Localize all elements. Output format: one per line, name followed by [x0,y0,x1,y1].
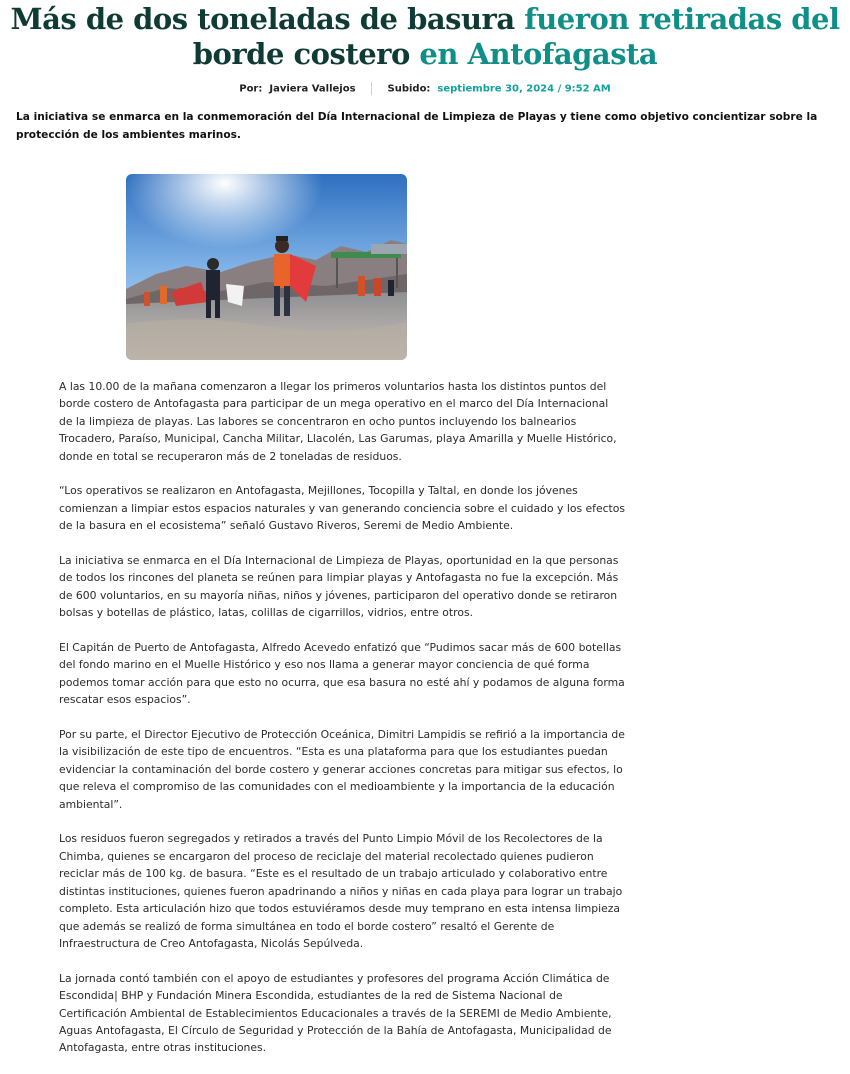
article-meta [0,82,850,95]
title-part-1: Más de dos toneladas de basura [10,2,525,36]
paragraph: A las 10.00 de la mañana comenzaron a llegar los primeros voluntarios hasta los distintos puntos del borde costero de Antofagasta para participar de un mega operativo en el marco del Día Internacional de la limpieza de playas. Las labores se concentraron en ocho puntos incluyendo los balnearios Trocadero, Paraíso, Municipal, Cancha Militar, Llacolén, Las Garumas, playa Amarilla y Muelle Histórico, donde en total se recuperaron más de 2 toneladas de residuos. [59,380,617,463]
article-photo [126,174,407,360]
article-body [59,378,625,1074]
title-part-4: en Antofagasta [419,37,658,71]
paragraph: El Capitán de Puerto de Antofagasta, Alfredo Acevedo enfatizó que “Pudimos sacar más de 600 botellas del fondo marino en el Muelle Histórico y eso nos llama a generar mayor conciencia de qué forma podemos tomar acción para que esto no ocurra, que esa basura no esté ahí y podamos de alguna forma rescatar esos espacios”. [59,641,625,707]
paragraph: Por su parte, el Director Ejecutivo de Protección Oceánica, Dimitri Lampidis se refirió a la importancia de la visibilización de este tipo de encuentros. “Esta es una plataforma para que los estudiantes puedan evidenciar la contaminación del borde costero y generar acciones concretas para mitigar sus efectos, lo que releva el compromiso de las comunidades con el medioambiente y la importancia de la educación ambiental”. [59,728,625,811]
paragraph: “Los operativos se realizaron en Antofagasta, Mejillones, Tocopilla y Taltal, en donde los jóvenes comienzan a limpiar estos espacios naturales y van generando conciencia sobre el cuidado y los efectos de la basura en el ecosistema” señaló Gustavo Riveros, Seremi de Medio Ambiente. [59,484,626,533]
uploaded-label: Subido: [387,83,431,95]
paragraph: La jornada contó también con el apoyo de estudiantes y profesores del programa Acción Climática de Escondida| BHP y Fundación Minera Escondida, estudiantes de la red de Sistema Nacional de Certificación Ambiental de Establecimientos Educacionales a través de la SEREMI de Medio Ambiente, Aguas Antofagasta, El Círculo de Seguridad y Protección de la Bahía de Antofagasta, Municipalidad de Antofagasta, entre otras instituciones. [59,971,612,1055]
paragraph: La iniciativa se enmarca en el Día Internacional de Limpieza de Playas, oportunidad en la que personas de todos los rincones del planeta se reúnen para limpiar playas y Antofagasta no fue la excepción. Más de 600 voluntarios, en su mayoría niñas, niños y jóvenes, participaron del operativo donde se retiraron bolsas y botellas de plástico, latas, colillas de cigarrillos, vidrios, entre otros. [59,554,619,620]
title-part-3: borde costero [192,37,420,71]
title-part-2: fueron retiradas del [524,2,840,36]
article-lead: La iniciativa se enmarca en la conmemoración del Día Internacional de Limpieza de Playas y tiene como objetivo concientizar sobre la protección de los ambientes marinos. [16,111,818,141]
uploaded-date: septiembre 30, 2024 / 9:52 AM [437,83,611,95]
meta-divider [371,82,372,95]
author-name[interactable]: Javiera Vallejos [269,83,356,95]
paragraph: Los residuos fueron segregados y retirados a través del Punto Limpio Móvil de los Recolectores de la Chimba, quienes se encargaron del proceso de reciclaje del material recolectado quienes pudieron reciclar más de 100 kg. de basura. “Este es el resultado de un trabajo articulado y colaborativo entre distintas instituciones, quienes fueron apadrinando a niños y niñas en cada playa para lograr un trabajo completo. Esta articulación hizo que todos estuviéramos desde muy temprano en esta intensa limpieza que además se realizó de forma simultánea en todo el borde costero” resaltó el Gerente de Infraestructura de Creo Antofagasta, Nicolás Sepúlveda. [59,832,623,950]
article-title [0,2,850,72]
author-label: Por: [239,83,263,95]
